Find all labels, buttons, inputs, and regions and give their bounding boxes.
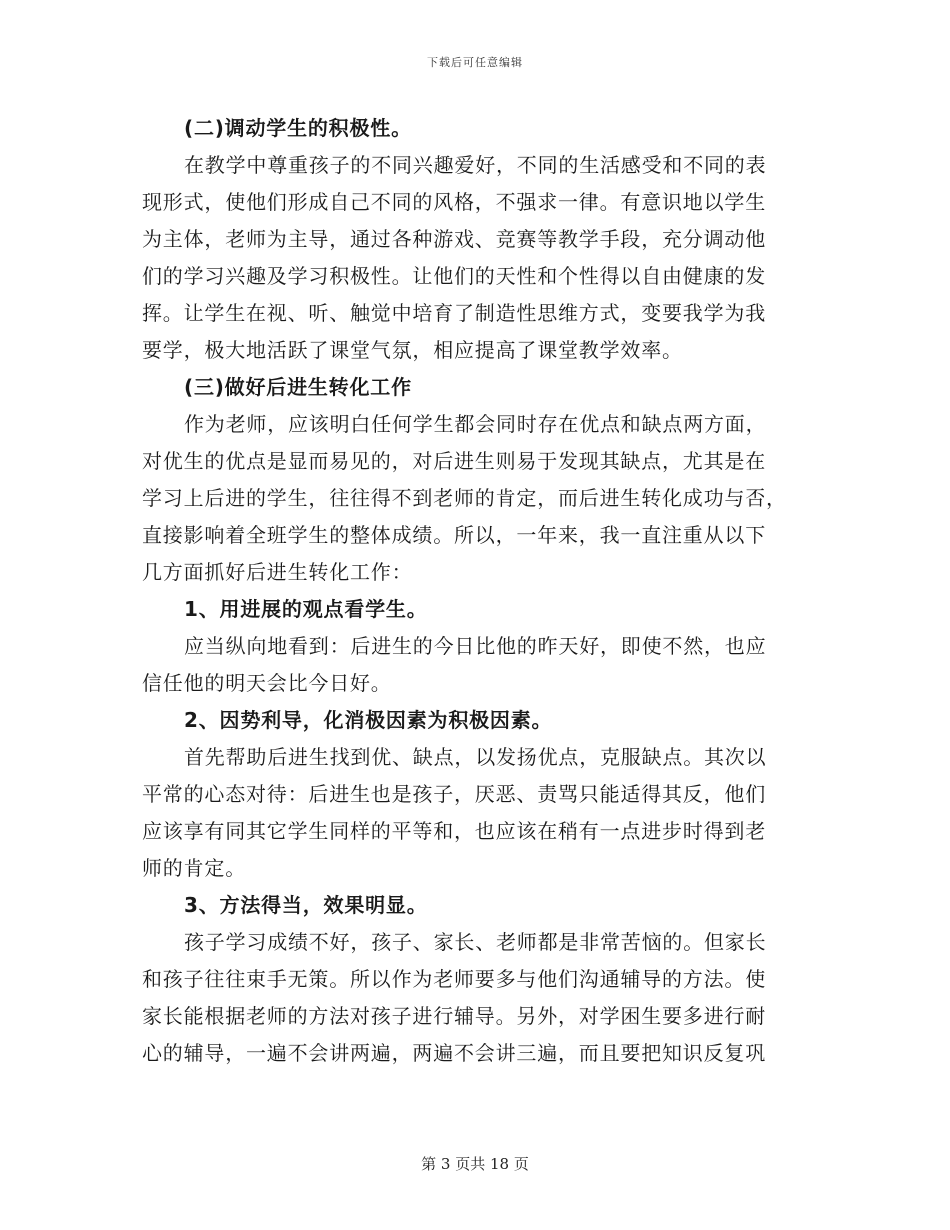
subsection-heading: 3、方法得当，效果明显。 — [184, 893, 428, 917]
paragraph-line: 作为老师，应该明白任何学生都会同时存在优点和缺点两方面， — [184, 412, 767, 436]
paragraph-line: 几方面抓好后进生转化工作： — [142, 560, 413, 584]
section-heading: (三)做好后进生转化工作 — [184, 375, 412, 399]
paragraph-line: 应该享有同其它学生同样的平等和，也应该在稍有一点进步时得到老 — [142, 819, 766, 843]
paragraph-line: 学习上后进的学生，往往得不到老师的肯定，而后进生转化成功与否， — [142, 486, 787, 510]
paragraph-line: 挥。让学生在视、听、触觉中培育了制造性思维方式，变要我学为我 — [142, 301, 766, 325]
paragraph-line: 和孩子往往束手无策。所以作为老师要多与他们沟通辅导的方法。使 — [142, 967, 766, 991]
paragraph-line: 在教学中尊重孩子的不同兴趣爱好，不同的生活感受和不同的表 — [184, 153, 767, 177]
paragraph-line: 师的肯定。 — [142, 856, 246, 880]
paragraph-line: 为主体，老师为主导，通过各种游戏、竞赛等教学手段，充分调动他 — [142, 227, 766, 251]
subsection-heading: 1、用进展的观点看学生。 — [184, 597, 428, 621]
paragraph-line: 孩子学习成绩不好，孩子、家长、老师都是非常苦恼的。但家长 — [184, 930, 767, 954]
paragraph-line: 心的辅导，一遍不会讲两遍，两遍不会讲三遍，而且要把知识反复巩 — [142, 1041, 766, 1065]
document-body — [142, 110, 802, 1072]
paragraph-line: 应当纵向地看到：后进生的今日比他的昨天好，即使不然，也应 — [184, 634, 767, 658]
paragraph-line: 直接影响着全班学生的整体成绩。所以，一年来，我一直注重从以下 — [142, 523, 766, 547]
page-footer: 第 3 页共 18 页 — [421, 1155, 529, 1173]
paragraph-line: 家长能根据老师的方法对孩子进行辅导。另外，对学困生要多进行耐 — [142, 1004, 766, 1028]
paragraph-line: 们的学习兴趣及学习积极性。让他们的天性和个性得以自由健康的发 — [142, 264, 766, 288]
paragraph-line: 平常的心态对待：后进生也是孩子，厌恶、责骂只能适得其反，他们 — [142, 782, 766, 806]
page-header: 下载后可任意编辑 — [427, 56, 523, 69]
section-heading: (二)调动学生的积极性。 — [184, 116, 412, 140]
paragraph-line: 信任他的明天会比今日好。 — [142, 671, 392, 695]
paragraph-line: 对优生的优点是显而易见的，对后进生则易于发现其缺点，尤其是在 — [142, 449, 766, 473]
paragraph-line: 首先帮助后进生找到优、缺点，以发扬优点，克服缺点。其次以 — [184, 745, 767, 769]
subsection-heading: 2、因势利导，化消极因素为积极因素。 — [184, 708, 553, 732]
paragraph-line: 现形式，使他们形成自己不同的风格，不强求一律。有意识地以学生 — [142, 190, 766, 214]
paragraph-line: 要学，极大地活跃了课堂气氛，相应提高了课堂教学效率。 — [142, 338, 683, 362]
